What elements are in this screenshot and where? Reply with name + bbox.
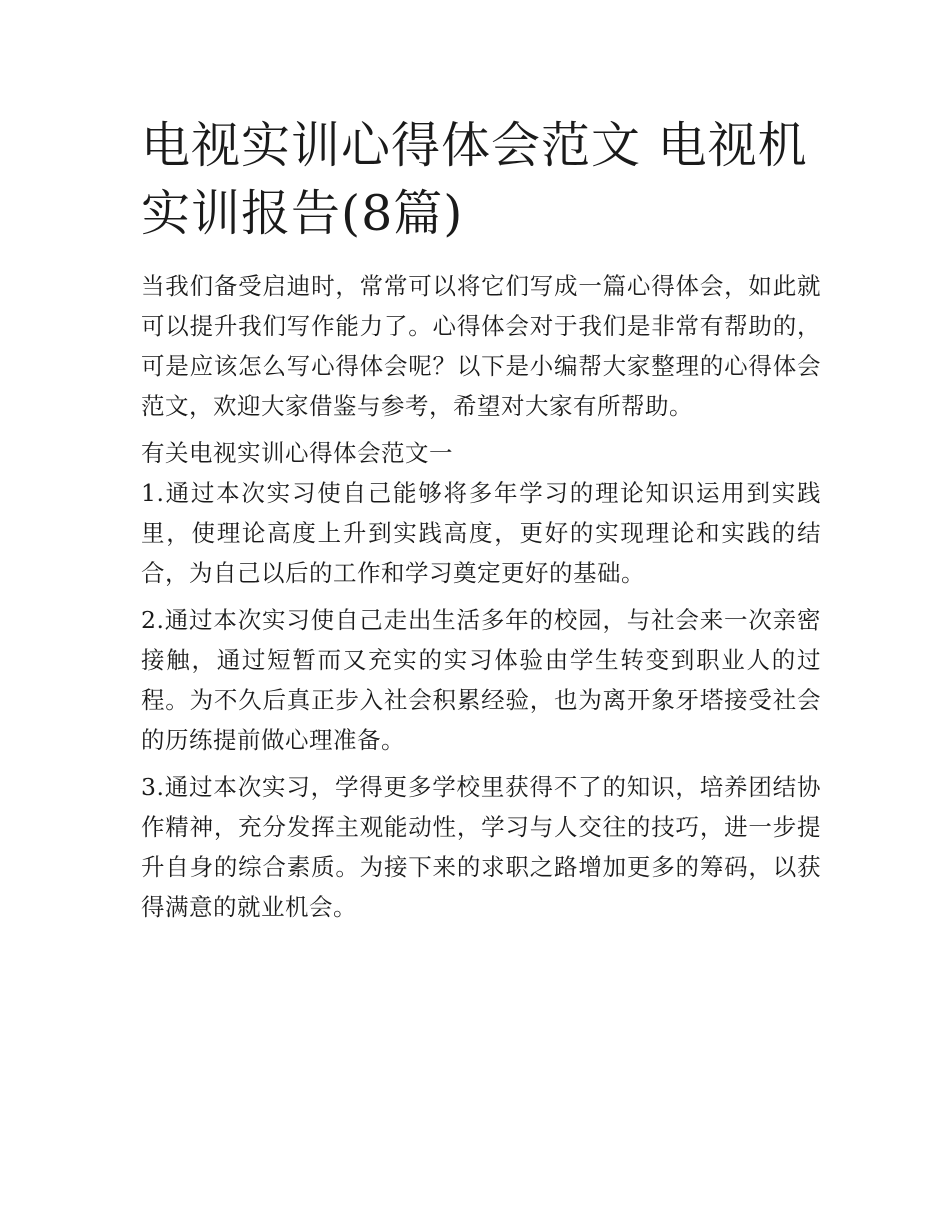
list-item: 2.通过本次实习使自己走出生活多年的校园，与社会来一次亲密接触，通过短暂而又充实的实习体验由学生转变到职业人的过程。为不久后真正步入社会积累经验，也为离开象牙塔接受社会的历练提前做心理准备。 (141, 606, 821, 754)
section-heading: 有关电视实训心得体会范文一 (141, 439, 453, 467)
list-item: 3.通过本次实习，学得更多学校里获得不了的知识，培养团结协作精神，充分发挥主观能动性，学习与人交往的技巧，进一步提升自身的综合素质。为接下来的求职之路增加更多的筹码，以获得满意的就业机会。 (141, 773, 821, 921)
document-title: 电视实训心得体会范文 电视机实训报告(8篇) (141, 117, 808, 242)
intro-paragraph: 当我们备受启迪时，常常可以将它们写成一篇心得体会，如此就可以提升我们写作能力了。心得体会对于我们是非常有帮助的，可是应该怎么写心得体会呢？以下是小编帮大家整理的心得体会范文，欢迎大家借鉴与参考，希望对大家有所帮助。 (141, 272, 821, 420)
document-page (141, 112, 821, 927)
list-item: 1.通过本次实习使自己能够将多年学习的理论知识运用到实践里，使理论高度上升到实践高度，更好的实现理论和实践的结合，为自己以后的工作和学习奠定更好的基础。 (141, 479, 821, 587)
